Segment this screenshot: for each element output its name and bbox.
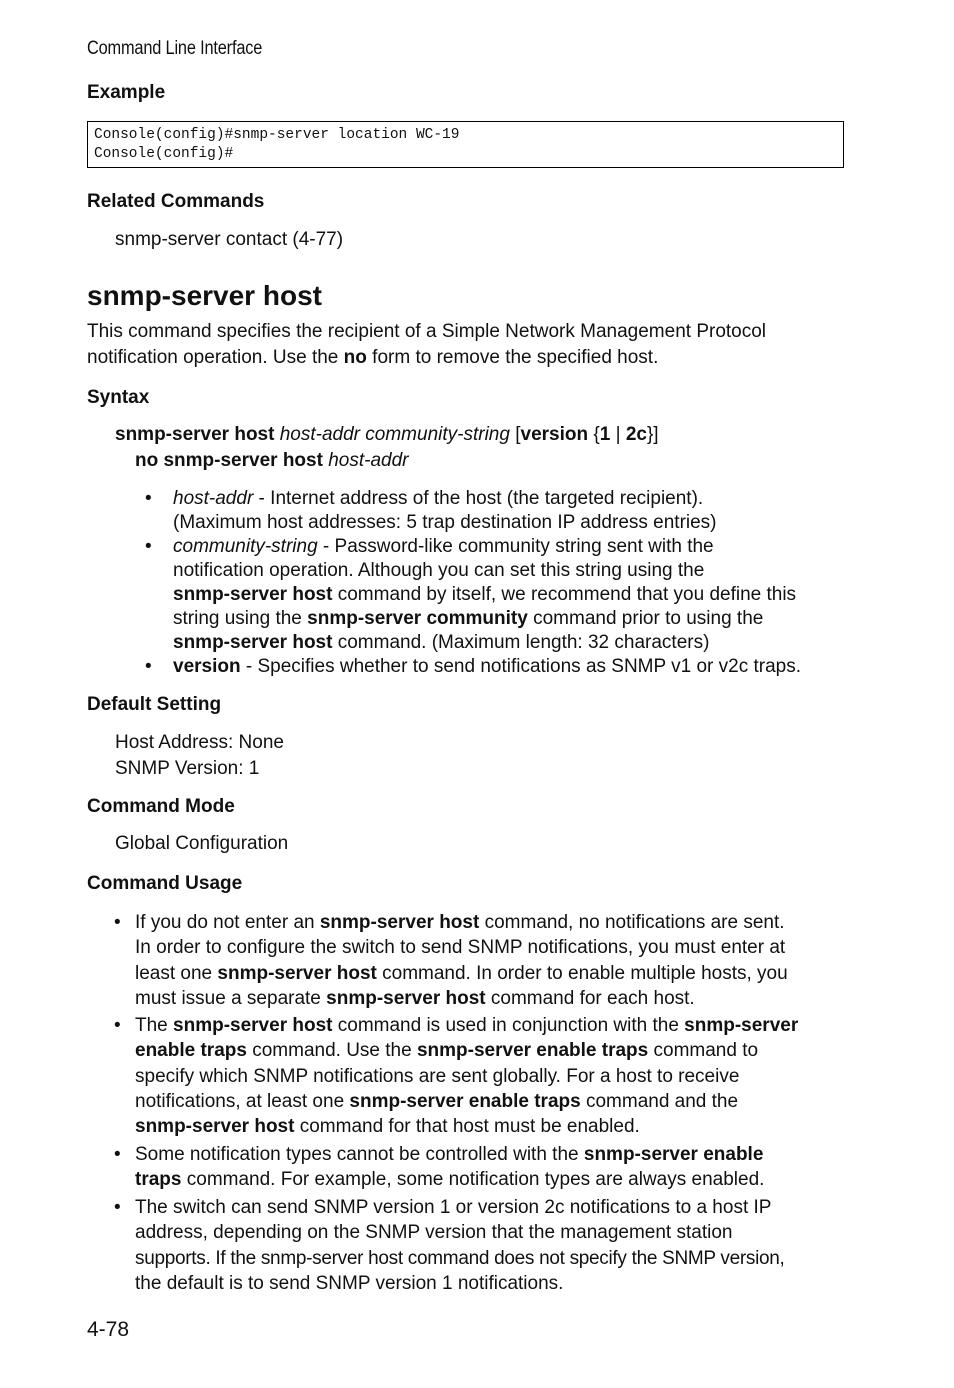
usage-item: • The snmp-server host command is used in conjunction with the snmp-server enable traps command. Use the snmp-server enable traps command to specify which SNMP notifications are sent globally. For a host to receive notifications, at least one snmp-server enable traps command and the snmp-server host command for that host must be enabled.: [114, 1015, 799, 1138]
intro-paragraph: [87, 320, 867, 370]
default-setting-values: Host Address: None SNMP Version: 1: [115, 732, 284, 779]
syntax-line-no-form: no snmp-server host host-addr: [135, 450, 409, 471]
usage-item: • If you do not enter an snmp-server host command, no notifications are sent. In order to configure the switch to send SNMP notifications, you must enter at least one snmp-server host command. In order to enable multiple hosts, you must issue a separate snmp-server host command for each host.: [114, 912, 788, 1009]
param-version: • version - Specifies whether to send notifications as SNMP v1 or v2c traps.: [145, 656, 802, 677]
page-number: 4-78: [87, 1318, 130, 1341]
default-setting-heading: Default Setting: [87, 694, 222, 715]
related-command-link: snmp-server contact (4-77): [115, 229, 344, 250]
usage-item: • Some notification types cannot be controlled with the snmp-server enable traps command. For example, some notification types are always enabled.: [114, 1144, 765, 1191]
section-title: snmp-server host: [87, 280, 322, 311]
related-commands-heading: Related Commands: [87, 191, 265, 212]
code-example: [87, 121, 844, 168]
example-heading: Example: [87, 82, 166, 103]
usage-item: • The switch can send SNMP version 1 or version 2c notifications to a host IP address, depending on the SNMP version that the management station supports. If the snmp-server host command does not specify the SNMP version, the default is to send SNMP version 1 notifications.: [114, 1197, 785, 1294]
intro-line: notification operation. Use the no form to remove the specified host.: [87, 347, 659, 368]
syntax-line: snmp-server host host-addr community-string [version {1 | 2c}]: [115, 424, 659, 445]
intro-line: This command specifies the recipient of a Simple Network Management Protocol: [87, 321, 767, 342]
code-line: Console(config)#snmp-server location WC-19: [94, 127, 460, 143]
param-host-addr: • host-addr - Internet address of the host (the targeted recipient). (Maximum host addresses: 5 trap destination IP address entries): [145, 488, 717, 533]
command-mode-heading: Command Mode: [87, 796, 235, 817]
param-community-string: • community-string - Password-like community string sent with the notification operation. Although you can set this string using the snmp-server host command by itself, we recommend that you define this string using the snmp-server community command prior to using the snmp-server host command. (Maximum length: 32 characters): [145, 536, 797, 653]
syntax-heading: Syntax: [87, 387, 150, 408]
code-line: Console(config)#: [94, 146, 234, 162]
running-header: Command Line Interface: [87, 38, 263, 59]
command-mode-value: Global Configuration: [115, 833, 289, 854]
command-usage-heading: Command Usage: [87, 873, 243, 894]
